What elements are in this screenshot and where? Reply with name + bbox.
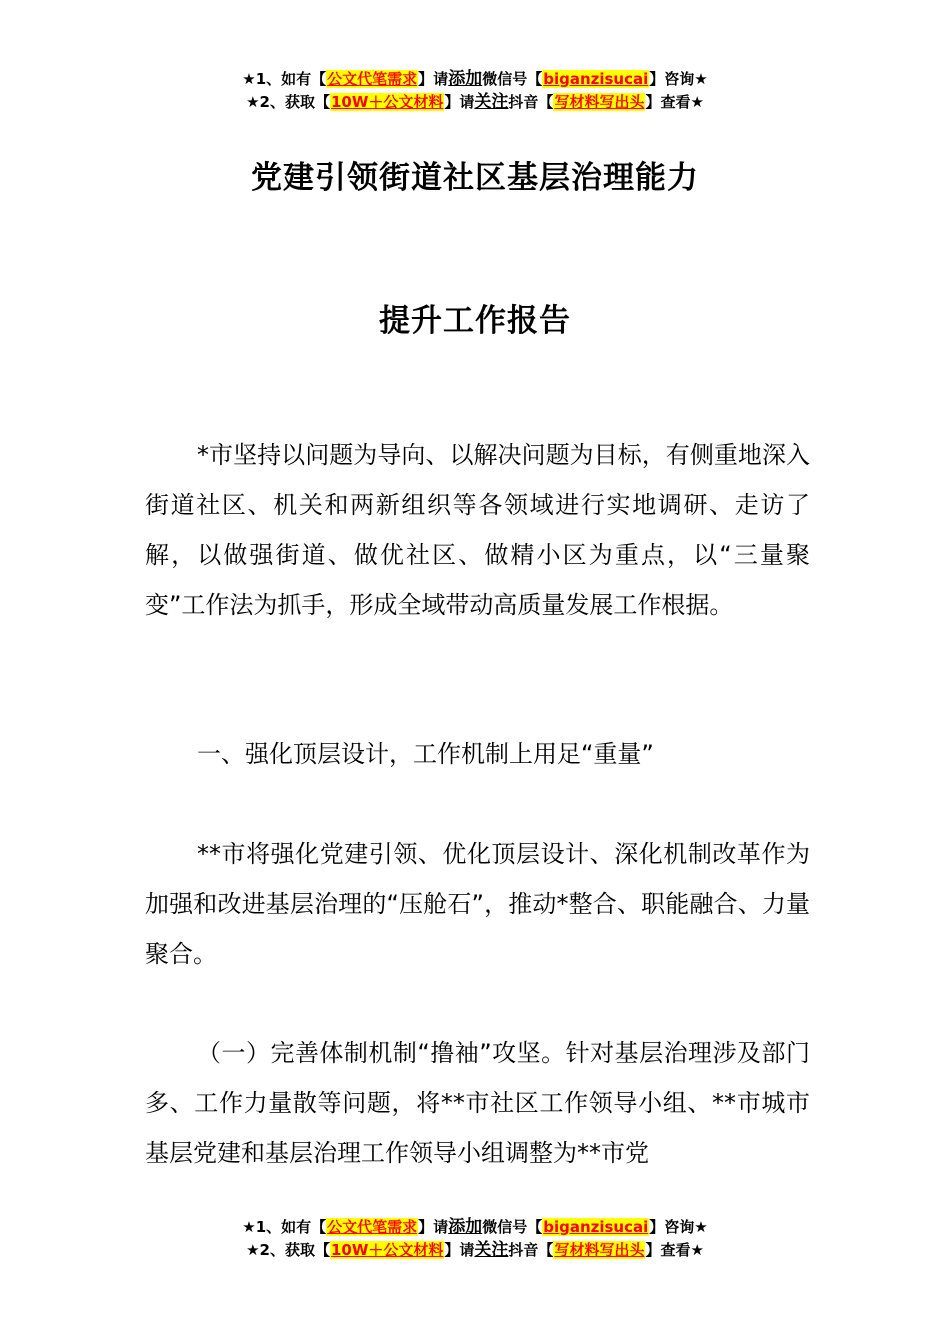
banner-highlight: 10W＋公文材料: [330, 1241, 444, 1259]
banner-text: 】请: [444, 1241, 475, 1259]
banner-text: ★2、获取【: [246, 93, 330, 111]
banner-line-1: [0, 68, 950, 91]
banner-text: 抖音【: [508, 93, 554, 111]
banner-highlight: 10W＋公文材料: [330, 93, 444, 111]
section-heading: 一、强化顶层设计，工作机制上用足“重量”: [197, 740, 654, 768]
banner-wechat-id: biganzisucai: [543, 70, 649, 88]
banner-douyin-id: 写材料写出头: [554, 93, 645, 111]
document-title-line-1: 党建引领街道社区基层治理能力: [251, 160, 699, 196]
banner-text: 】请: [418, 70, 449, 88]
body-paragraph: *市坚持以问题为导向、以解决问题为目标，有侧重地深入街道社区、机关和两新组织等各领域进行实地调研、走访了解，以做强街道、做优社区、做精小区为重点，以“三量聚变”工作法为抓手，形成全域带动高质量发展工作根据。: [145, 441, 810, 619]
banner-line-1: [0, 1216, 950, 1239]
document-title-line-2: 提升工作报告: [379, 303, 571, 339]
banner-emphasis: 添加: [448, 1217, 483, 1237]
banner-emphasis: 关注: [474, 1240, 509, 1260]
banner-highlight: 公文代笔需求: [327, 70, 418, 88]
banner-wechat-id: biganzisucai: [543, 1218, 649, 1236]
banner-text: 】查看★: [645, 1241, 704, 1259]
footer-banner: [0, 1216, 950, 1262]
banner-text: 微信号【: [482, 1218, 543, 1236]
header-banner: [0, 68, 950, 114]
banner-douyin-id: 写材料写出头: [554, 1241, 645, 1259]
banner-text: 抖音【: [508, 1241, 554, 1259]
banner-text: 】请: [418, 1218, 449, 1236]
body-paragraph: （一）完善体制机制“撸袖”攻坚。针对基层治理涉及部门多、工作力量散等问题，将**市社区工作领导小组、**市城市基层党建和基层治理工作领导小组调整为**市党: [145, 1039, 810, 1167]
banner-text: 】咨询★: [649, 1218, 708, 1236]
banner-text: 】查看★: [645, 93, 704, 111]
banner-text: 微信号【: [482, 70, 543, 88]
banner-text: ★1、如有【: [242, 1218, 327, 1236]
banner-text: 】咨询★: [649, 70, 708, 88]
banner-line-2: [0, 91, 950, 114]
banner-text: ★2、获取【: [246, 1241, 330, 1259]
banner-emphasis: 添加: [448, 69, 483, 89]
banner-text: ★1、如有【: [242, 70, 327, 88]
banner-highlight: 公文代笔需求: [327, 1218, 418, 1236]
body-paragraph: **市将强化党建引领、优化顶层设计、深化机制改革作为加强和改进基层治理的“压舱石”，推动*整合、职能融合、力量聚合。: [145, 840, 810, 968]
banner-line-2: [0, 1239, 950, 1262]
banner-emphasis: 关注: [474, 92, 509, 112]
banner-text: 】请: [444, 93, 475, 111]
